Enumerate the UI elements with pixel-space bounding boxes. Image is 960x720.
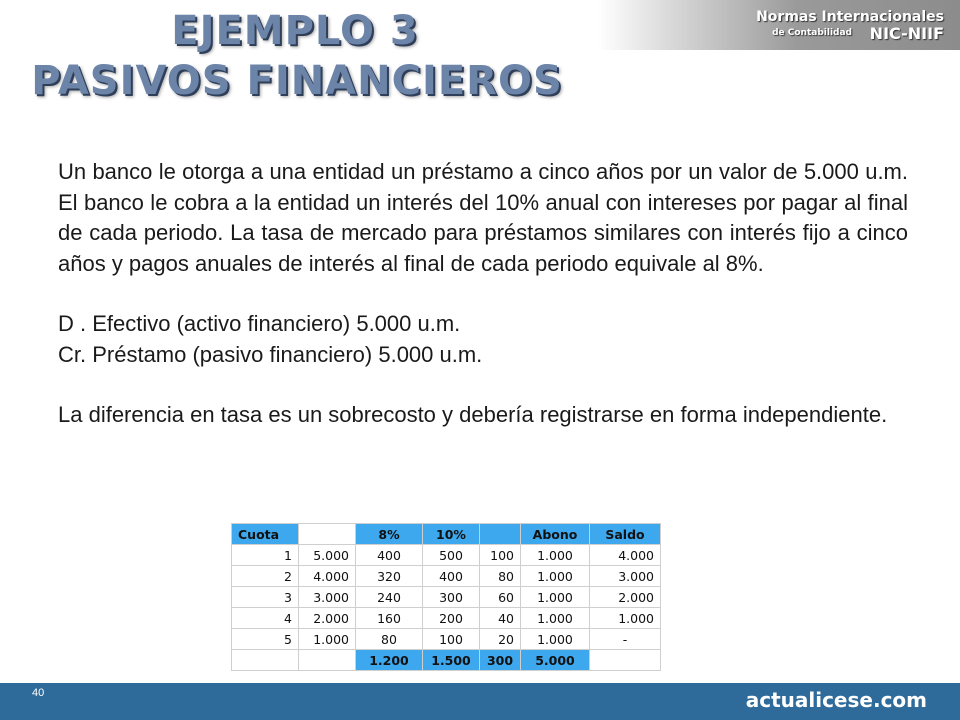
table-cell: 1.000 bbox=[521, 587, 590, 608]
table-cell: 1.000 bbox=[590, 608, 661, 629]
table-cell: 2.000 bbox=[299, 608, 356, 629]
table-cell: 1.000 bbox=[521, 545, 590, 566]
paragraph-loan: Un banco le otorga a una entidad un préstamo a cinco años por un valor de 5.000 u.m. El banco le cobra a la entidad un interés del 10% anual con intereses por pagar al final de cada periodo. La tasa de mercado para préstamos similares con interés fijo a cinco años y pagos anuales de interés al final de cada periodo equivale al 8%. bbox=[58, 159, 908, 276]
table-cell: 200 bbox=[423, 608, 480, 629]
table-cell: 400 bbox=[356, 545, 423, 566]
total-difference: 300 bbox=[480, 650, 521, 671]
table-cell: 4.000 bbox=[299, 566, 356, 587]
header-10pct: 10% bbox=[423, 524, 480, 545]
paragraph-difference: La diferencia en tasa es un sobrecosto y debería registrarse en forma independiente. bbox=[58, 402, 888, 427]
table-row bbox=[232, 608, 661, 629]
table-cell: 1.000 bbox=[521, 629, 590, 650]
table-row bbox=[232, 545, 661, 566]
amortization-table bbox=[231, 523, 661, 671]
table-cell: 400 bbox=[423, 566, 480, 587]
table-cell: 5.000 bbox=[299, 545, 356, 566]
table-cell: 1 bbox=[232, 545, 299, 566]
table-cell: 3.000 bbox=[299, 587, 356, 608]
table-cell: 320 bbox=[356, 566, 423, 587]
table-row bbox=[232, 629, 661, 650]
table-cell bbox=[590, 650, 661, 671]
table-cell: 2.000 bbox=[590, 587, 661, 608]
brand-text: actualicese.com bbox=[745, 688, 927, 712]
table-cell: 40 bbox=[480, 608, 521, 629]
total-abono: 5.000 bbox=[521, 650, 590, 671]
table-cell: 1.000 bbox=[521, 566, 590, 587]
table-cell: 3 bbox=[232, 587, 299, 608]
table-row bbox=[232, 566, 661, 587]
table-cell bbox=[232, 650, 299, 671]
entry-debit: D . Efectivo (activo financiero) 5.000 u.m. bbox=[58, 311, 461, 336]
table-cell: 100 bbox=[480, 545, 521, 566]
table-cell bbox=[299, 650, 356, 671]
nic-niif-logo bbox=[598, 0, 960, 50]
table-cell: 1.000 bbox=[521, 608, 590, 629]
table-cell: 80 bbox=[480, 566, 521, 587]
table-cell: 5 bbox=[232, 629, 299, 650]
table-cell: 240 bbox=[356, 587, 423, 608]
header-saldo: Saldo bbox=[590, 524, 661, 545]
slide-body bbox=[58, 157, 908, 431]
slide-title bbox=[0, 0, 600, 110]
table-cell: 100 bbox=[423, 629, 480, 650]
table-cell: 160 bbox=[356, 608, 423, 629]
entry-credit: Cr. Préstamo (pasivo financiero) 5.000 u.m. bbox=[58, 341, 483, 367]
table-row bbox=[232, 587, 661, 608]
table-cell: 4 bbox=[232, 608, 299, 629]
header-balance bbox=[299, 524, 356, 545]
table-cell: 2 bbox=[232, 566, 299, 587]
title-line-1: EJEMPLO 3 bbox=[171, 8, 419, 54]
header-difference bbox=[480, 524, 521, 545]
header-8pct: 8% bbox=[356, 524, 423, 545]
table-cell: 60 bbox=[480, 587, 521, 608]
page-number: 40 bbox=[32, 687, 45, 699]
table-cell: 500 bbox=[423, 545, 480, 566]
header-cuota: Cuota bbox=[232, 524, 299, 545]
table-total-row bbox=[232, 650, 661, 671]
header-abono: Abono bbox=[521, 524, 590, 545]
amortization-grid bbox=[231, 523, 661, 671]
table-header-row bbox=[232, 524, 661, 545]
logo-big-text: NIC-NIIF bbox=[869, 24, 944, 43]
footer-bar bbox=[0, 683, 960, 720]
logo-small-text: de Contabilidad bbox=[772, 28, 852, 38]
table-cell: 1.000 bbox=[299, 629, 356, 650]
total-8pct: 1.200 bbox=[356, 650, 423, 671]
table-cell: 4.000 bbox=[590, 545, 661, 566]
table-cell: 20 bbox=[480, 629, 521, 650]
table-cell: - bbox=[590, 629, 661, 650]
logo-top-text: Normas Internacionales bbox=[756, 9, 944, 25]
table-cell: 3.000 bbox=[590, 566, 661, 587]
table-cell: 300 bbox=[423, 587, 480, 608]
table-cell: 80 bbox=[356, 629, 423, 650]
total-10pct: 1.500 bbox=[423, 650, 480, 671]
title-line-2: PASIVOS FINANCIEROS bbox=[31, 58, 563, 104]
